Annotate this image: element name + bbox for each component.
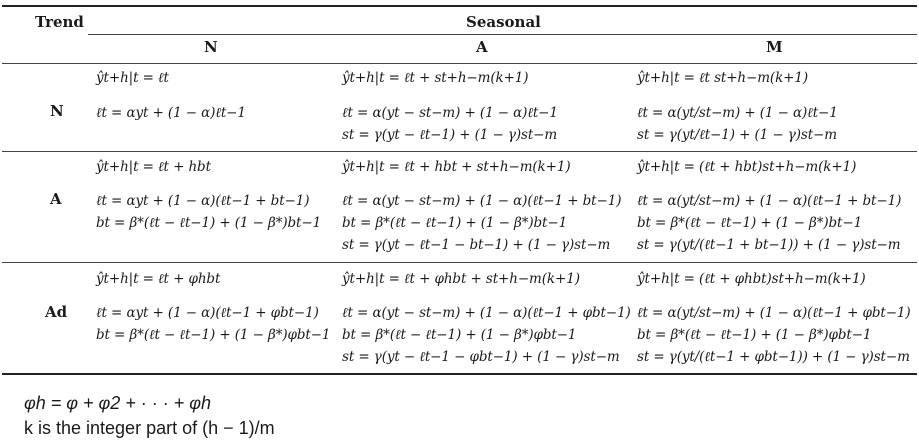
cell-N-A-line-1: ŷt+h|t = ℓt + st+h−m(k+1)	[342, 70, 529, 86]
cell-Ad-A-line-1: ŷt+h|t = ℓt + φhbt + st+h−m(k+1)	[342, 271, 580, 287]
cell-A-M-line-1: ŷt+h|t = (ℓt + hbt)st+h−m(k+1)	[637, 159, 857, 175]
cell-Ad-N-line-1: ŷt+h|t = ℓt + φhbt	[96, 271, 221, 287]
cell-Ad-N-line-3: bt = β*(ℓt − ℓt−1) + (1 − β*)φbt−1	[96, 327, 331, 343]
cell-N-N-line-1: ŷt+h|t = ℓt	[96, 70, 169, 86]
seasonal-header: Seasonal	[466, 13, 541, 31]
cell-A-N-line-3: bt = β*(ℓt − ℓt−1) + (1 − β*)bt−1	[96, 215, 322, 231]
cell-N-N-line-2: ℓt = αyt + (1 − α)ℓt−1	[96, 105, 246, 121]
footnote-phi-h: φh = φ + φ2 + · · · + φh	[24, 393, 212, 413]
col-header-N: N	[204, 38, 218, 56]
seasonal-underline	[88, 34, 917, 35]
table-top-rule	[2, 5, 917, 7]
trend-header: Trend	[35, 13, 84, 31]
row-rule-1	[2, 151, 917, 152]
header-rule	[2, 63, 917, 64]
row-label-N: N	[50, 102, 64, 120]
cell-Ad-M-line-1: ŷt+h|t = (ℓt + φhbt)st+h−m(k+1)	[637, 271, 866, 287]
cell-Ad-N-line-2: ℓt = αyt + (1 − α)(ℓt−1 + φbt−1)	[96, 305, 319, 321]
cell-N-A-line-3: st = γ(yt − ℓt−1) + (1 − γ)st−m	[342, 127, 558, 143]
cell-A-M-line-3: bt = β*(ℓt − ℓt−1) + (1 − β*)bt−1	[637, 215, 863, 231]
cell-A-N-line-1: ŷt+h|t = ℓt + hbt	[96, 159, 211, 175]
cell-N-M-line-3: st = γ(yt/ℓt−1) + (1 − γ)st−m	[637, 127, 837, 143]
cell-Ad-A-line-2: ℓt = α(yt − st−m) + (1 − α)(ℓt−1 + φbt−1)	[342, 305, 631, 321]
cell-N-M-line-1: ŷt+h|t = ℓt st+h−m(k+1)	[637, 70, 809, 86]
cell-A-N-line-2: ℓt = αyt + (1 − α)(ℓt−1 + bt−1)	[96, 193, 310, 209]
footnote-k-definition: k is the integer part of (h − 1)/m	[24, 418, 275, 438]
cell-N-A-line-2: ℓt = α(yt − st−m) + (1 − α)ℓt−1	[342, 105, 558, 121]
row-rule-2	[2, 262, 917, 263]
row-label-Ad	[45, 303, 67, 321]
cell-A-A-line-3: bt = β*(ℓt − ℓt−1) + (1 − β*)bt−1	[342, 215, 568, 231]
row-label-Ad-text: Ad	[45, 303, 68, 321]
cell-A-M-line-2: ℓt = α(yt/st−m) + (1 − α)(ℓt−1 + bt−1)	[637, 193, 902, 209]
cell-A-A-line-1: ŷt+h|t = ℓt + hbt + st+h−m(k+1)	[342, 159, 571, 175]
col-header-M: M	[766, 38, 783, 56]
row-label-A: A	[50, 190, 62, 208]
cell-A-A-line-4: st = γ(yt − ℓt−1 − bt−1) + (1 − γ)st−m	[342, 237, 611, 253]
cell-Ad-M-line-3: bt = β*(ℓt − ℓt−1) + (1 − β*)φbt−1	[637, 327, 872, 343]
cell-Ad-M-line-2: ℓt = α(yt/st−m) + (1 − α)(ℓt−1 + φbt−1)	[637, 305, 911, 321]
cell-A-A-line-2: ℓt = α(yt − st−m) + (1 − α)(ℓt−1 + bt−1)	[342, 193, 622, 209]
col-header-A: A	[476, 38, 488, 56]
cell-Ad-M-line-4: st = γ(yt/(ℓt−1 + φbt−1)) + (1 − γ)st−m	[637, 349, 910, 365]
cell-A-M-line-4: st = γ(yt/(ℓt−1 + bt−1)) + (1 − γ)st−m	[637, 237, 901, 253]
table-bottom-rule	[2, 373, 917, 375]
cell-Ad-A-line-3: bt = β*(ℓt − ℓt−1) + (1 − β*)φbt−1	[342, 327, 577, 343]
cell-Ad-A-line-4: st = γ(yt − ℓt−1 − φbt−1) + (1 − γ)st−m	[342, 349, 620, 365]
cell-N-M-line-2: ℓt = α(yt/st−m) + (1 − α)ℓt−1	[637, 105, 838, 121]
